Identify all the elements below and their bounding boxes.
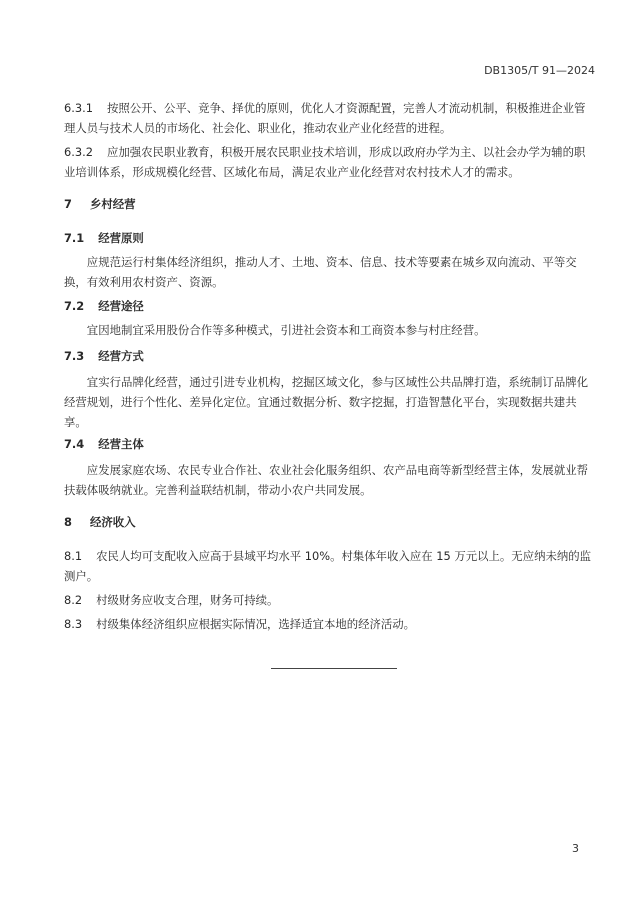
section-title: 经营方式 [98,349,144,363]
section-7-2-heading [64,296,595,316]
section-title: 经营途径 [98,299,144,313]
clause-text: 村级集体经济组织应根据实际情况，选择适宜本地的经济活动。 [96,617,416,631]
section-title: 经营主体 [98,437,144,451]
clause-text: 应加强农民职业教育，积极开展农民职业技术培训，形成以政府办学为主、以社会办学为辅的职业培训体系，形成规模化经营、区域化布局，满足农业产业化经营对农村技术人才的需求。 [64,145,586,179]
section-7-heading [64,194,595,214]
section-title: 经济收入 [89,515,136,529]
document-id: DB1305/T 91—2024 [484,64,595,77]
clause-6-3-2 [64,142,595,182]
section-7-2-body: 宜因地制宜采用股份合作等多种模式，引进社会资本和工商资本参与村庄经营。 [86,323,486,337]
section-7-3-heading [64,346,595,366]
section-number: 7.3 [64,349,85,363]
section-7-1-body: 应规范运行村集体经济组织，推动人才、土地、资本、信息、技术等要素在城乡双向流动、平等交换，有效利用农村资产、资源。 [64,255,577,289]
clause-text: 村级财务应收支合理，财务可持续。 [96,593,279,607]
section-7-3-body: 宜实行品牌化经营，通过引进专业机构，挖掘区域文化，参与区域性公共品牌打造，系统制订品牌化经营规划，进行个性化、差异化定位。宜通过数据分析、数字挖掘，打造智慧化平台，实现数据共建共享。 [64,375,588,429]
clause-number: 8.2 [64,593,83,607]
clause-8-2 [64,590,595,610]
end-rule [271,668,397,669]
section-number: 7 [64,197,72,211]
clause-text: 农民人均可支配收入应高于县域平均水平 10%。村集体年收入应在 15 万元以上。无应纳未纳的监测户。 [64,549,592,583]
clause-number: 8.3 [64,617,83,631]
section-number: 8 [64,515,72,529]
clause-6-3-1 [64,98,595,138]
clause-number: 6.3.1 [64,101,93,115]
section-7-4-body: 应发展家庭农场、农民专业合作社、农业社会化服务组织、农产品电商等新型经营主体，发展就业帮扶载体吸纳就业。完善利益联结机制，带动小农户共同发展。 [64,463,588,497]
clause-number: 8.1 [64,549,83,563]
section-7-1-heading [64,228,595,248]
page-number: 3 [572,842,579,855]
section-8-heading [64,512,595,532]
section-number: 7.2 [64,299,85,313]
section-title: 经营原则 [98,231,144,245]
section-number: 7.4 [64,437,85,451]
clause-text: 按照公开、公平、竞争、择优的原则，优化人才资源配置，完善人才流动机制，积极推进企业管理人员与技术人员的市场化、社会化、职业化，推动农业产业化经营的进程。 [64,101,586,135]
clause-8-1 [64,546,595,586]
clause-8-3 [64,614,595,634]
clause-number: 6.3.2 [64,145,93,159]
section-title: 乡村经营 [89,197,136,211]
section-7-4-heading [64,434,595,454]
section-number: 7.1 [64,231,85,245]
